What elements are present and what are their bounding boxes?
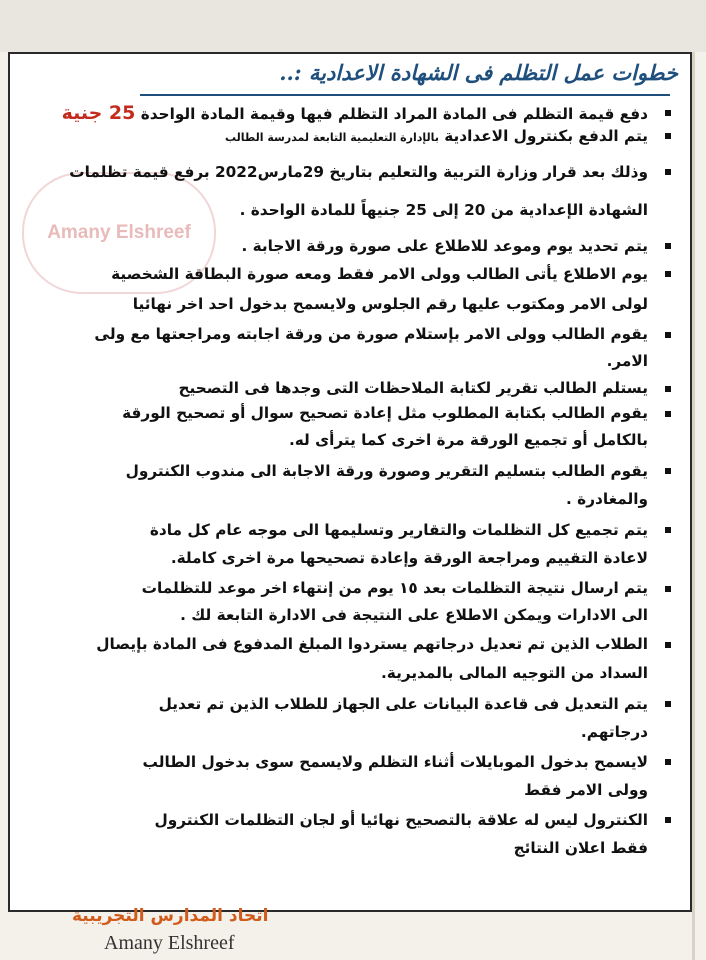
list-item bbox=[22, 575, 676, 629]
list-item-line: يتم تحديد يوم وموعد للاطلاع على صورة ورقة الاجابة . bbox=[241, 237, 648, 255]
bullet-icon bbox=[665, 169, 671, 175]
list-item-line: والمغادرة . bbox=[566, 490, 648, 508]
page-title: خطوات عمل التظلم فى الشهادة الاعدادية :.. bbox=[279, 60, 678, 85]
title-underline bbox=[140, 94, 670, 96]
list-item bbox=[22, 102, 676, 125]
bullet-icon bbox=[665, 271, 671, 277]
list-item-line: لولى الامر ومكتوب عليها رقم الجلوس ولايسمح بدخول احد اخر نهائيا bbox=[132, 295, 648, 313]
footer-signature: Amany Elshreef bbox=[104, 932, 235, 954]
list-item-line: لايسمح بدخول الموبايلات أثناء التظلم ولايسمح سوى بدخول الطالب bbox=[142, 753, 648, 771]
bullet-icon bbox=[665, 642, 671, 648]
bullet-icon bbox=[665, 411, 671, 417]
list-item-line: السداد من التوجيه المالى بالمديرية. bbox=[380, 664, 648, 682]
list-item-line: درجاتهم. bbox=[580, 723, 648, 741]
bullet-icon bbox=[665, 332, 671, 338]
list-item-line: يتم الدفع بكنترول الاعدادية بالإدارة التعليمية التابعة لمدرسة الطالب bbox=[225, 127, 648, 145]
list-item-line: الامر. bbox=[606, 352, 648, 370]
list-item-line: الطلاب الذين تم تعديل درجاتهم يستردوا المبلغ المدفوع فى المادة بإيصال bbox=[96, 635, 648, 653]
list-item-line: يقوم الطالب بكتابة المطلوب مثل إعادة تصحيح سوال أو تصحيح الورقة bbox=[122, 404, 648, 422]
list-item bbox=[22, 259, 676, 319]
list-item bbox=[22, 321, 676, 375]
bullet-icon bbox=[665, 701, 671, 707]
item-note: بالإدارة التعليمية التابعة لمدرسة الطالب bbox=[225, 131, 439, 144]
list-item-line: يستلم الطالب تقرير لكتابة الملاحظات التى وجدها فى التصحيح bbox=[178, 379, 648, 397]
list-item bbox=[22, 125, 676, 149]
list-item-line: وولى الامر فقط bbox=[524, 781, 648, 799]
list-item-line: دفع قيمة التظلم فى المادة المراد التظلم فيها وقيمة المادة الواحدة 25 جنية bbox=[61, 102, 648, 124]
steps-list bbox=[22, 102, 676, 862]
list-item bbox=[22, 806, 676, 862]
price-highlight: 25 جنية bbox=[61, 102, 136, 124]
list-item-line: يوم الاطلاع يأتى الطالب وولى الامر فقط ومعه صورة البطاقة الشخصية bbox=[111, 265, 648, 283]
bullet-icon bbox=[665, 817, 671, 823]
bullet-icon bbox=[665, 468, 671, 474]
footer-union-name: اتحاد المدارس التجريبية bbox=[72, 906, 269, 926]
list-item bbox=[22, 748, 676, 804]
list-item-line: يتم ارسال نتيجة التظلمات بعد ١٥ يوم من إنتهاء اخر موعد للتظلمات bbox=[141, 579, 648, 597]
bullet-icon bbox=[665, 527, 671, 533]
list-item-line: يتم تجميع كل التظلمات والتقارير وتسليمها الى موجه عام كل مادة bbox=[149, 521, 648, 539]
bullet-icon bbox=[665, 759, 671, 765]
bullet-icon bbox=[665, 586, 671, 592]
bullet-icon bbox=[665, 386, 671, 392]
list-item bbox=[22, 630, 676, 688]
right-rule bbox=[692, 52, 695, 960]
top-strip bbox=[0, 0, 706, 52]
list-item-line: يقوم الطالب وولى الامر بإستلام صورة من ورقة اجابته ومراجعتها مع ولى bbox=[94, 325, 648, 343]
list-item-line: الى الادارات ويمكن الاطلاع على النتيجة فى الادارة التابعة لك . bbox=[180, 606, 648, 624]
list-item bbox=[22, 377, 676, 400]
list-item bbox=[22, 153, 676, 229]
list-item bbox=[22, 516, 676, 572]
list-item-line: وذلك بعد قرار وزارة التربية والتعليم بتاريخ 29مارس2022 برفع قيمة تظلمات bbox=[69, 163, 648, 181]
list-item-line: يقوم الطالب بتسليم التقرير وصورة ورقة الاجابة الى مندوب الكنترول bbox=[125, 462, 648, 480]
watermark-text: Amany Elshreef bbox=[47, 222, 191, 243]
bullet-icon bbox=[665, 110, 671, 116]
list-item bbox=[22, 690, 676, 746]
list-item-line: الكنترول ليس له علاقة بالتصحيح نهائيا أو لجان التظلمات الكنترول bbox=[154, 811, 648, 829]
list-item-line: بالكامل أو تجميع الورقة مرة اخرى كما يترأى له. bbox=[288, 431, 648, 449]
list-item-line: فقط اعلان النتائج bbox=[513, 839, 648, 857]
list-item-line: الشهادة الإعدادية من 20 إلى 25 جنيهاً للمادة الواحدة . bbox=[239, 201, 648, 219]
list-item bbox=[22, 233, 676, 259]
bullet-icon bbox=[665, 133, 671, 139]
list-item bbox=[22, 400, 676, 454]
bullet-icon bbox=[665, 243, 671, 249]
list-item-line: يتم التعديل فى قاعدة البيانات على الجهاز للطلاب الذين تم تعديل bbox=[158, 695, 648, 713]
list-item-line: لاعادة التقييم ومراجعة الورقة وإعادة تصحيحها مرة اخرى كاملة. bbox=[170, 549, 648, 567]
list-item bbox=[22, 457, 676, 513]
